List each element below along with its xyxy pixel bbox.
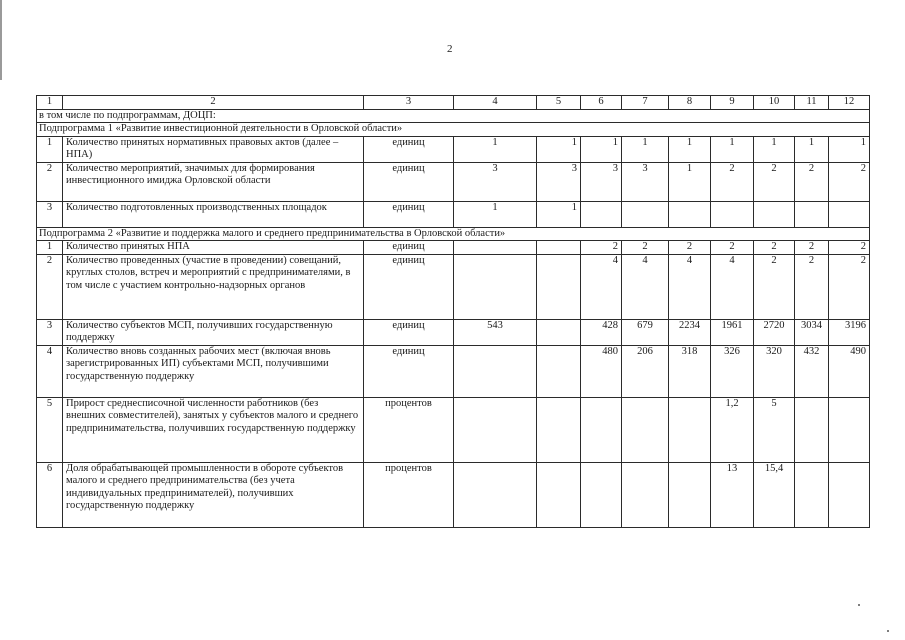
value-cell: 2 xyxy=(829,241,870,255)
value-cell: 3034 xyxy=(795,319,829,345)
value-cell xyxy=(454,345,537,397)
row-number: 6 xyxy=(37,462,63,527)
value-cell: 2 xyxy=(754,162,795,201)
value-cell: 1 xyxy=(795,136,829,162)
value-cell xyxy=(795,397,829,462)
table-row xyxy=(37,201,870,227)
table-header-row xyxy=(37,96,870,110)
table-row xyxy=(37,136,870,162)
indicator-unit: единиц xyxy=(364,319,454,345)
value-cell: 4 xyxy=(669,254,711,319)
indicator-unit: процентов xyxy=(364,462,454,527)
table-row xyxy=(37,397,870,462)
indicator-name: Количество субъектов МСП, получивших государственную поддержку xyxy=(63,319,364,345)
header-cell: 12 xyxy=(829,96,870,110)
value-cell: 1,2 xyxy=(711,397,754,462)
value-cell: 2 xyxy=(795,254,829,319)
value-cell xyxy=(829,397,870,462)
value-cell: 3 xyxy=(454,162,537,201)
value-cell: 2 xyxy=(711,241,754,255)
value-cell: 2 xyxy=(829,162,870,201)
value-cell: 2 xyxy=(711,162,754,201)
value-cell xyxy=(669,397,711,462)
value-cell: 1 xyxy=(537,201,581,227)
indicator-unit: единиц xyxy=(364,201,454,227)
scan-speck xyxy=(858,604,860,606)
value-cell: 1 xyxy=(829,136,870,162)
value-cell: 543 xyxy=(454,319,537,345)
indicator-unit: единиц xyxy=(364,241,454,255)
value-cell: 13 xyxy=(711,462,754,527)
indicators-table xyxy=(36,95,870,528)
value-cell xyxy=(669,462,711,527)
subprogram-title-row xyxy=(37,123,870,137)
row-number: 3 xyxy=(37,319,63,345)
value-cell: 5 xyxy=(754,397,795,462)
header-cell: 7 xyxy=(622,96,669,110)
row-number: 4 xyxy=(37,345,63,397)
page-number: 2 xyxy=(447,43,453,55)
value-cell xyxy=(829,201,870,227)
indicator-unit: единиц xyxy=(364,162,454,201)
indicator-name: Прирост среднесписочной численности работников (без внешних совместителей), занятых у субъектов малого и среднего предпринимательства, получивших государственную поддержку xyxy=(63,397,364,462)
value-cell: 206 xyxy=(622,345,669,397)
scan-edge xyxy=(0,0,2,80)
value-cell: 1 xyxy=(454,201,537,227)
value-cell xyxy=(537,345,581,397)
value-cell: 1961 xyxy=(711,319,754,345)
header-cell: 10 xyxy=(754,96,795,110)
subprogram-1-title: Подпрограмма 1 «Развитие инвестиционной деятельности в Орловской области» xyxy=(37,123,870,137)
value-cell xyxy=(537,254,581,319)
subprogram-2-title: Подпрограмма 2 «Развитие и поддержка малого и среднего предпринимательства в Орловской области» xyxy=(37,227,870,241)
value-cell: 4 xyxy=(581,254,622,319)
indicator-name: Количество принятых нормативных правовых актов (далее – НПА) xyxy=(63,136,364,162)
value-cell: 2 xyxy=(754,241,795,255)
indicator-name: Количество принятых НПА xyxy=(63,241,364,255)
row-number: 1 xyxy=(37,136,63,162)
value-cell xyxy=(454,254,537,319)
value-cell xyxy=(454,462,537,527)
value-cell: 4 xyxy=(711,254,754,319)
value-cell: 3 xyxy=(622,162,669,201)
indicator-name: Количество мероприятий, значимых для формирования инвестиционного имиджа Орловской области xyxy=(63,162,364,201)
indicator-unit: процентов xyxy=(364,397,454,462)
value-cell: 2234 xyxy=(669,319,711,345)
value-cell: 318 xyxy=(669,345,711,397)
section-intro: в том числе по подпрограммам, ДОЦП: xyxy=(37,109,870,123)
row-number: 3 xyxy=(37,201,63,227)
value-cell: 2 xyxy=(581,241,622,255)
value-cell: 3196 xyxy=(829,319,870,345)
value-cell: 2 xyxy=(622,241,669,255)
value-cell xyxy=(581,462,622,527)
value-cell: 490 xyxy=(829,345,870,397)
header-cell: 11 xyxy=(795,96,829,110)
indicator-unit: единиц xyxy=(364,136,454,162)
value-cell: 3 xyxy=(581,162,622,201)
value-cell xyxy=(581,397,622,462)
value-cell: 1 xyxy=(754,136,795,162)
value-cell: 1 xyxy=(669,162,711,201)
indicator-unit: единиц xyxy=(364,345,454,397)
value-cell xyxy=(795,462,829,527)
value-cell: 1 xyxy=(537,136,581,162)
header-cell: 1 xyxy=(37,96,63,110)
value-cell: 2 xyxy=(754,254,795,319)
value-cell xyxy=(537,462,581,527)
value-cell xyxy=(711,201,754,227)
table-row xyxy=(37,319,870,345)
value-cell: 432 xyxy=(795,345,829,397)
value-cell: 1 xyxy=(669,136,711,162)
header-cell: 8 xyxy=(669,96,711,110)
indicator-name: Количество проведенных (участие в проведении) совещаний, круглых столов, встреч и мероприятий с предпринимателями, в том числе с участием контрольно-надзорных органов xyxy=(63,254,364,319)
table-row xyxy=(37,241,870,255)
value-cell xyxy=(754,201,795,227)
value-cell: 2 xyxy=(829,254,870,319)
value-cell xyxy=(537,397,581,462)
value-cell: 679 xyxy=(622,319,669,345)
table-row xyxy=(37,462,870,527)
header-cell: 6 xyxy=(581,96,622,110)
value-cell: 15,4 xyxy=(754,462,795,527)
value-cell xyxy=(622,397,669,462)
indicator-name: Количество вновь созданных рабочих мест (включая вновь зарегистрированных ИП) субъектами МСП, получившими государственную поддержку xyxy=(63,345,364,397)
table-row xyxy=(37,254,870,319)
row-number: 2 xyxy=(37,254,63,319)
value-cell: 1 xyxy=(622,136,669,162)
indicator-name: Количество подготовленных производственных площадок xyxy=(63,201,364,227)
value-cell xyxy=(829,462,870,527)
header-cell: 9 xyxy=(711,96,754,110)
indicator-unit: единиц xyxy=(364,254,454,319)
value-cell: 2 xyxy=(669,241,711,255)
value-cell: 4 xyxy=(622,254,669,319)
value-cell xyxy=(669,201,711,227)
value-cell: 320 xyxy=(754,345,795,397)
value-cell xyxy=(622,201,669,227)
section-intro-row xyxy=(37,109,870,123)
value-cell: 1 xyxy=(711,136,754,162)
value-cell xyxy=(454,241,537,255)
value-cell xyxy=(795,201,829,227)
table-row xyxy=(37,162,870,201)
value-cell: 1 xyxy=(581,136,622,162)
value-cell: 2 xyxy=(795,162,829,201)
indicator-name: Доля обрабатывающей промышленности в обороте субъектов малого и среднего предпринимательства (без учета индивидуальных предпринимателей), получивших государственную поддержку xyxy=(63,462,364,527)
value-cell xyxy=(537,319,581,345)
value-cell xyxy=(622,462,669,527)
value-cell: 480 xyxy=(581,345,622,397)
value-cell xyxy=(581,201,622,227)
header-cell: 3 xyxy=(364,96,454,110)
table-row xyxy=(37,345,870,397)
header-cell: 2 xyxy=(63,96,364,110)
subprogram-title-row xyxy=(37,227,870,241)
value-cell xyxy=(537,241,581,255)
row-number: 1 xyxy=(37,241,63,255)
header-cell: 4 xyxy=(454,96,537,110)
value-cell: 3 xyxy=(537,162,581,201)
value-cell xyxy=(454,397,537,462)
row-number: 5 xyxy=(37,397,63,462)
scan-speck xyxy=(887,630,889,632)
value-cell: 2720 xyxy=(754,319,795,345)
row-number: 2 xyxy=(37,162,63,201)
value-cell: 2 xyxy=(795,241,829,255)
value-cell: 1 xyxy=(454,136,537,162)
value-cell: 326 xyxy=(711,345,754,397)
header-cell: 5 xyxy=(537,96,581,110)
value-cell: 428 xyxy=(581,319,622,345)
